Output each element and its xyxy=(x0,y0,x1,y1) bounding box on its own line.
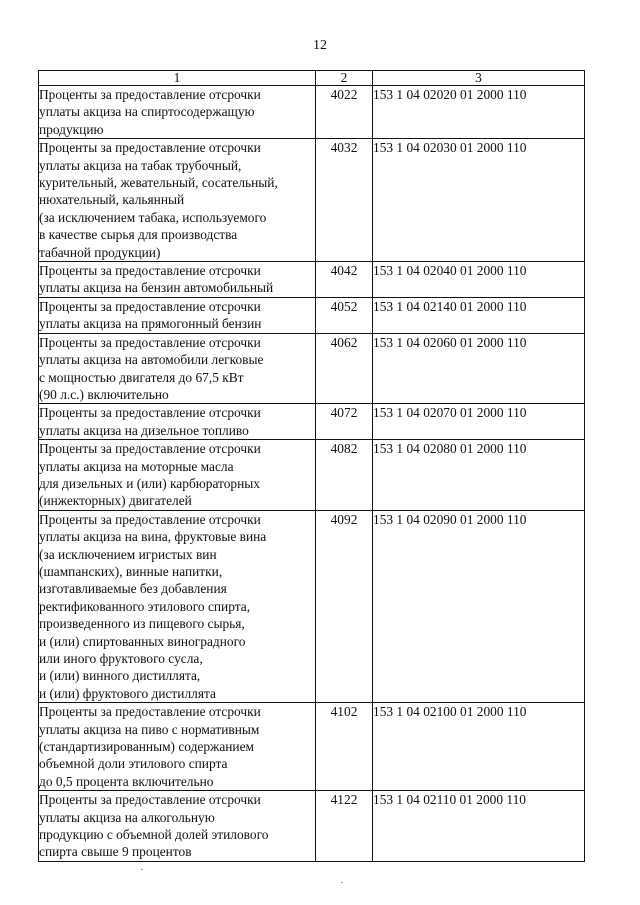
payment-description xyxy=(39,703,316,791)
description-line: изготавливаемые без добавления xyxy=(39,581,227,597)
description-line: нюхательный, кальянный xyxy=(39,192,185,208)
budget-classification-code: 153 1 04 02030 01 2000 110 xyxy=(373,139,585,262)
description-line: (90 л.с.) включительно xyxy=(39,386,169,402)
table-row xyxy=(39,510,585,702)
description-line: (инжекторных) двигателей xyxy=(39,493,192,509)
scan-speck: · xyxy=(140,864,144,876)
page-number: 12 xyxy=(313,38,327,53)
table-row xyxy=(39,262,585,298)
description-line: для дизельных и (или) карбюраторных xyxy=(39,475,260,491)
budget-classification-code: 153 1 04 02100 01 2000 110 xyxy=(373,703,585,791)
table-row xyxy=(39,404,585,440)
line-code: 4022 xyxy=(316,86,373,139)
budget-classification-code: 153 1 04 02090 01 2000 110 xyxy=(373,510,585,702)
description-line: табачной продукции) xyxy=(39,244,161,260)
description-line: Проценты за предоставление отсрочки xyxy=(39,792,261,808)
description-line: (стандартизированным) содержанием xyxy=(39,739,255,755)
description-line: уплаты акциза на дизельное топливо xyxy=(39,422,249,438)
line-code: 4062 xyxy=(316,333,373,404)
line-code: 4072 xyxy=(316,404,373,440)
description-line: Проценты за предоставление отсрочки xyxy=(39,704,261,720)
budget-classification-code: 153 1 04 02040 01 2000 110 xyxy=(373,262,585,298)
payment-description xyxy=(39,333,316,404)
line-code: 4082 xyxy=(316,440,373,511)
description-line: Проценты за предоставление отсрочки xyxy=(39,140,261,156)
description-line: уплаты акциза на автомобили легковые xyxy=(39,352,264,368)
description-line: уплаты акциза на табак трубочный, xyxy=(39,157,242,173)
line-code: 4042 xyxy=(316,262,373,298)
description-line: с мощностью двигателя до 67,5 кВт xyxy=(39,369,244,385)
description-line: Проценты за предоставление отсрочки xyxy=(39,441,261,457)
description-line: Проценты за предоставление отсрочки xyxy=(39,87,261,102)
description-line: и (или) фруктового дистиллята xyxy=(39,685,216,701)
budget-classification-code: 153 1 04 02080 01 2000 110 xyxy=(373,440,585,511)
description-line: ректификованного этилового спирта, xyxy=(39,598,251,614)
description-line: до 0,5 процента включительно xyxy=(39,773,214,789)
scan-speck: · xyxy=(340,877,344,889)
kbk-table xyxy=(38,70,585,862)
table-row xyxy=(39,703,585,791)
description-line: Проценты за предоставление отсрочки xyxy=(39,511,261,527)
description-line: курительный, жевательный, сосательный, xyxy=(39,175,278,191)
description-line: объемной доли этилового спирта xyxy=(39,756,228,772)
description-line: Проценты за предоставление отсрочки xyxy=(39,263,261,279)
payment-description xyxy=(39,86,316,139)
table-row xyxy=(39,297,585,333)
column-header-1: 1 xyxy=(39,71,316,86)
description-line: продукцию с объемной долей этилового xyxy=(39,827,269,843)
table-row xyxy=(39,86,585,139)
line-code: 4052 xyxy=(316,297,373,333)
description-line: и (или) винного дистиллята, xyxy=(39,668,201,684)
line-code: 4122 xyxy=(316,791,373,862)
budget-classification-code: 153 1 04 02140 01 2000 110 xyxy=(373,297,585,333)
description-line: уплаты акциза на моторные масла xyxy=(39,458,234,474)
line-code: 4092 xyxy=(316,510,373,702)
payment-description xyxy=(39,262,316,298)
table-header-row xyxy=(39,71,585,86)
description-line: уплаты акциза на прямогонный бензин xyxy=(39,316,262,332)
table-row xyxy=(39,139,585,262)
payment-description xyxy=(39,440,316,511)
description-line: Проценты за предоставление отсрочки xyxy=(39,334,261,350)
description-line: продукцию xyxy=(39,121,104,137)
payment-description xyxy=(39,791,316,862)
table-row xyxy=(39,791,585,862)
payment-description xyxy=(39,297,316,333)
line-code: 4102 xyxy=(316,703,373,791)
budget-classification-code: 153 1 04 02070 01 2000 110 xyxy=(373,404,585,440)
budget-classification-code: 153 1 04 02020 01 2000 110 xyxy=(373,86,585,139)
description-line: уплаты акциза на бензин автомобильный xyxy=(39,280,274,296)
table-body xyxy=(39,86,585,862)
description-line: уплаты акциза на алкогольную xyxy=(39,809,215,825)
payment-description xyxy=(39,404,316,440)
description-line: (за исключением табака, используемого xyxy=(39,209,267,225)
table-row xyxy=(39,440,585,511)
description-line: в качестве сырья для производства xyxy=(39,227,238,243)
line-code: 4032 xyxy=(316,139,373,262)
column-header-3: 3 xyxy=(373,71,585,86)
description-line: или иного фруктового сусла, xyxy=(39,651,203,666)
payment-description xyxy=(39,139,316,262)
table-row xyxy=(39,333,585,404)
column-header-2: 2 xyxy=(316,71,373,86)
description-line: (шампанских), винные напитки, xyxy=(39,563,223,579)
budget-classification-code: 153 1 04 02110 01 2000 110 xyxy=(373,791,585,862)
description-line: Проценты за предоставление отсрочки xyxy=(39,298,261,314)
description-line: произведенного из пищевого сырья, xyxy=(39,616,245,632)
description-line: Проценты за предоставление отсрочки xyxy=(39,405,261,421)
description-line: (за исключением игристых вин xyxy=(39,546,217,562)
budget-classification-code: 153 1 04 02060 01 2000 110 xyxy=(373,333,585,404)
description-line: спирта свыше 9 процентов xyxy=(39,844,192,860)
description-line: уплаты акциза на спиртосодержащую xyxy=(39,104,255,120)
description-line: и (или) спиртованных виноградного xyxy=(39,633,246,649)
payment-description xyxy=(39,510,316,702)
description-line: уплаты акциза на вина, фруктовые вина xyxy=(39,529,267,545)
description-line: уплаты акциза на пиво с нормативным xyxy=(39,721,260,737)
